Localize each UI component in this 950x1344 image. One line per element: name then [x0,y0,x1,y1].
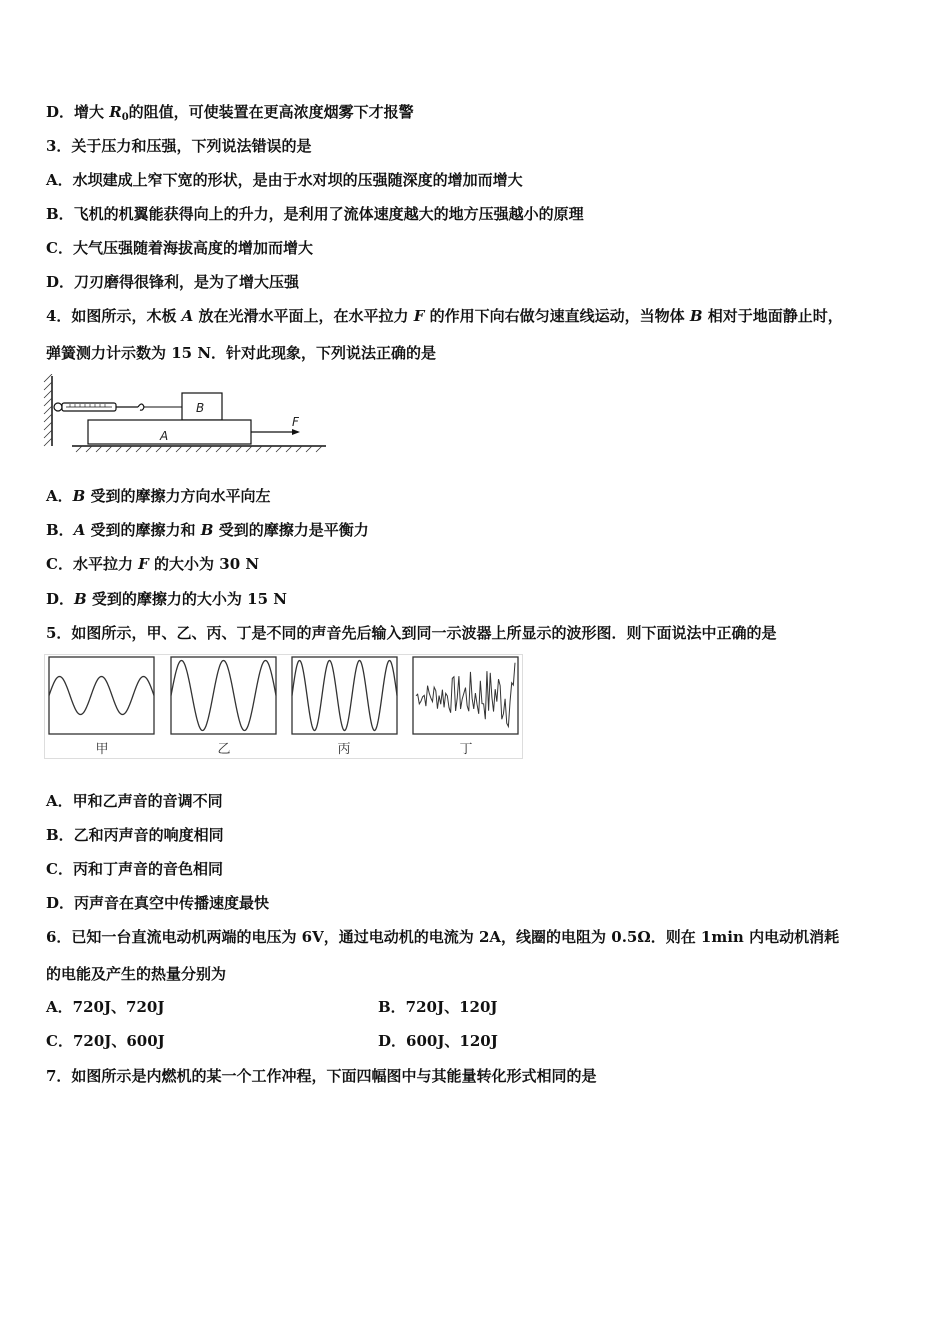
q4-option-c [46,554,259,574]
ground-hatching [76,446,322,452]
q4-stem-line2: 弹簧测力计示数为 15 N．针对此现象，下列说法正确的是 [46,344,437,362]
force-f-label: F [292,415,299,429]
wall-hatching [44,374,52,446]
q4-option-d [46,589,287,609]
q6-option-a: A．720J、720J [46,998,165,1016]
q3-option-d: D．刀刃磨得很锋利，是为了增大压强 [46,273,300,291]
q6-stem-line1: 6．已知一台直流电动机两端的电压为 6V，通过电动机的电流为 2A，线圈的电阻为 0.5Ω．则在 1min 内电动机消耗 [46,928,840,946]
q2-option-d-prefix: D．增大 [46,103,110,121]
q3-option-a: A．水坝建成上窄下宽的形状，是由于水对坝的压强随深度的增加而增大 [46,171,523,189]
q4-stem-line1 [46,306,843,326]
q2-option-d-text: 的阻值，可使装置在更高浓度烟雾下才报警 [128,103,414,121]
q4-friction-diagram [42,374,332,454]
q4-stem-part3: 的作用下向右做匀速直线运动，当物体 [424,307,690,325]
q5-waveform-figure [44,654,524,760]
q4-option-b [46,520,369,540]
wave-label-yi: 乙 [217,742,231,757]
block-b-label: B [196,401,205,415]
q4-option-b-prefix: B． [46,521,74,539]
q6-option-b: B．720J、120J [378,998,498,1016]
q4-option-a-prefix: A． [46,487,73,505]
q3-option-b: B．飞机的机翼能获得向上的升力，是利用了流体速度越大的地方压强越小的原理 [46,205,584,223]
q4-stem-part4: 相对于地面静止时， [702,307,843,325]
q4-option-b-text: 受到的摩擦力是平衡力 [213,521,369,539]
q6-stem-line2: 的电能及产生的热量分别为 [46,965,227,983]
q4-var-f: F [413,307,425,325]
q3-stem: 3．关于压力和压强，下列说法错误的是 [46,137,312,155]
q5-option-d: D．丙声音在真空中传播速度最快 [46,894,270,912]
wave-panel-jia [49,657,154,734]
q4-option-a-var: B [72,487,86,505]
q5-option-c: C．丙和丁声音的音色相同 [46,860,223,878]
q4-option-c-prefix: C．水平拉力 [46,555,139,573]
board-a-label: A [160,429,169,443]
q4-stem-part2: 放在光滑水平面上，在水平拉力 [193,307,414,325]
q4-option-d-var: B [74,590,87,608]
q5-option-a: A．甲和乙声音的音调不同 [46,792,223,810]
wave-label-ding: 丁 [459,742,473,757]
q4-option-b-var1: A [73,521,86,539]
q4-option-c-text: 的大小为 30 N [148,555,260,573]
q4-var-b: B [689,307,703,325]
q4-option-a [46,486,271,506]
q5-stem: 5．如图所示，甲、乙、丙、丁是不同的声音先后输入到同一示波器上所显示的波形图．则下面说法中正确的是 [46,624,777,642]
q4-option-a-text: 受到的摩擦力方向水平向左 [85,487,271,505]
q2-option-d [46,102,414,128]
q3-option-c: C．大气压强随着海拔高度的增加而增大 [46,239,313,257]
q4-var-a: A [181,307,194,325]
q4-option-c-var: F [138,555,149,573]
q4-stem-part1: 4．如图所示，木板 [46,307,182,325]
q4-option-d-prefix: D． [46,590,75,608]
q6-option-d: D．600J、120J [378,1032,498,1050]
q2-resistor-subscript: 0 [121,112,129,123]
wave-label-jia: 甲 [95,742,109,757]
q5-option-b: B．乙和丙声音的响度相同 [46,826,224,844]
q2-resistor-symbol: R [109,103,122,121]
board-a [88,420,251,444]
q7-stem: 7．如图所示是内燃机的某一个工作冲程，下面四幅图中与其能量转化形式相同的是 [46,1067,597,1085]
wave-panel-ding [413,657,518,734]
q4-option-d-text: 受到的摩擦力的大小为 15 N [86,590,287,608]
force-arrowhead-icon [292,429,300,435]
q4-option-b-var2: B [200,521,214,539]
q4-option-b-mid: 受到的摩擦力和 [85,521,201,539]
wave-panel-bing [292,657,397,734]
q6-option-c: C．720J、600J [46,1032,165,1050]
spring-scale-icon [54,403,144,411]
wave-label-bing: 丙 [337,742,351,757]
